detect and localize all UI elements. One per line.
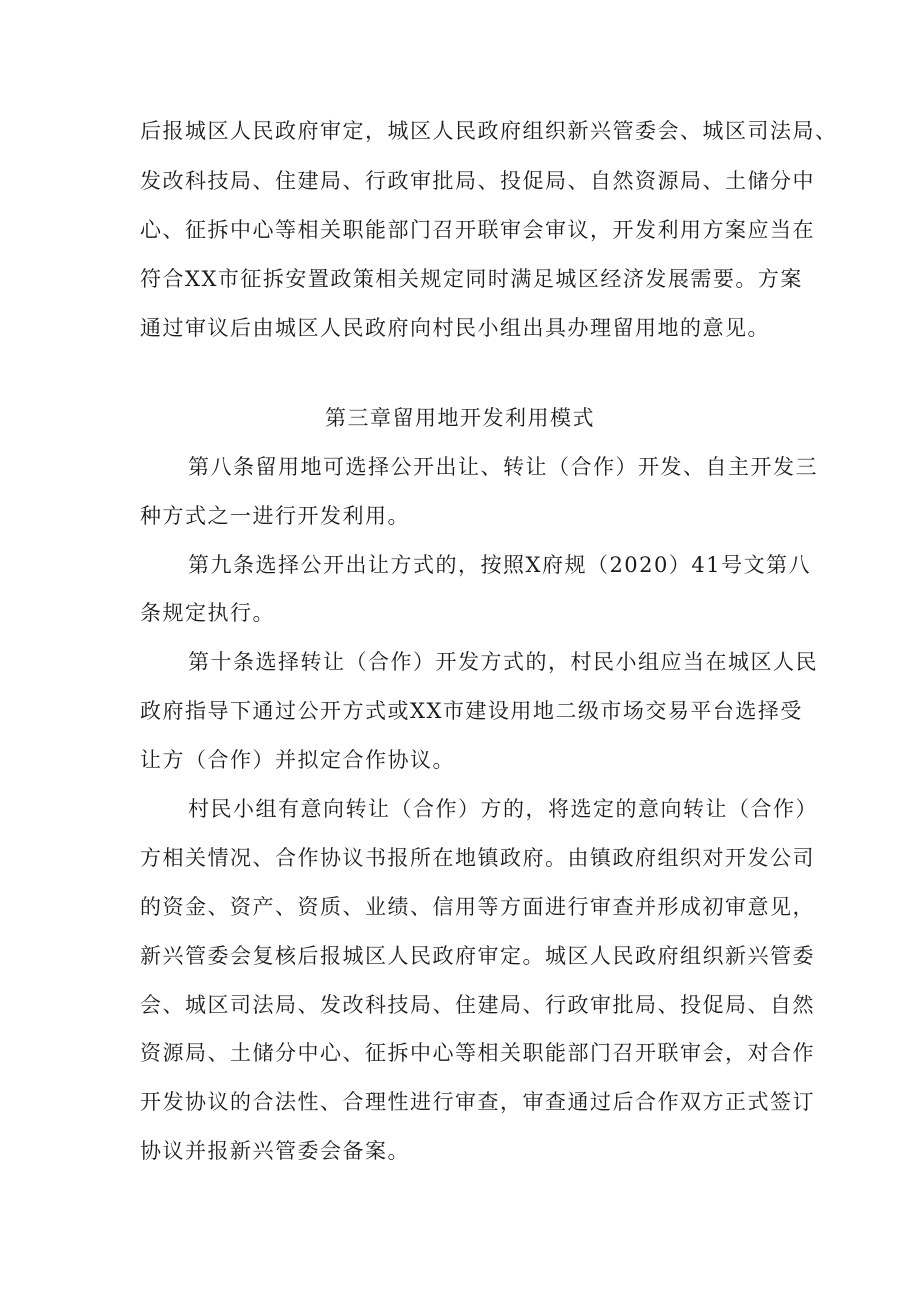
para-last-line-5: 会、城区司法局、发改科技局、住建局、行政审批局、投促局、自然 xyxy=(140,993,815,1017)
para-last-line-4: 新兴管委会复核后报城区人民政府审定。城区人民政府组织新兴管委 xyxy=(140,944,815,968)
para1-line-3: 心、征拆中心等相关职能部门召开联审会审议，开发利用方案应当在 xyxy=(140,218,815,242)
article9-line-2: 条规定执行。 xyxy=(140,601,275,625)
article8-line-2: 种方式之一进行开发利用。 xyxy=(140,504,410,528)
para1-line-1: 后报城区人民政府审定，城区人民政府组织新兴管委会、城区司法局、 xyxy=(140,119,838,143)
para-last-line-3: 的资金、资产、资质、业绩、信用等方面进行审查并形成初审意见， xyxy=(140,895,815,919)
para-last-line-7: 开发协议的合法性、合理性进行审查，审查通过后合作双方正式签订 xyxy=(140,1090,815,1114)
article8-line-1: 第八条留用地可选择公开出让、转让（合作）开发、自主开发三 xyxy=(188,455,818,479)
para-last-line-6: 资源局、土储分中心、征拆中心等相关职能部门召开联审会，对合作 xyxy=(140,1041,815,1065)
article10-line-2: 政府指导下通过公开方式或XX市建设用地二级市场交易平台选择受 xyxy=(140,699,803,723)
para1-line-4: 符合XX市征拆安置政策相关规定同时满足城区经济发展需要。方案 xyxy=(140,267,803,291)
para1-line-2: 发改科技局、住建局、行政审批局、投促局、自然资源局、土储分中 xyxy=(140,169,815,193)
chapter-heading: 第三章留用地开发利用模式 xyxy=(325,406,595,430)
article10-line-1: 第十条选择转让（合作）开发方式的，村民小组应当在城区人民 xyxy=(188,650,818,674)
para-last-line-1: 村民小组有意向转让（合作）方的，将选定的意向转让（合作） xyxy=(188,797,818,821)
para1-line-5: 通过审议后由城区人民政府向村民小组出具办理留用地的意见。 xyxy=(140,316,770,340)
article10-line-3: 让方（合作）并拟定合作协议。 xyxy=(140,748,455,772)
para-last-line-2: 方相关情况、合作协议书报所在地镇政府。由镇政府组织对开发公司 xyxy=(140,846,815,870)
para-last-line-8: 协议并报新兴管委会备案。 xyxy=(140,1139,410,1163)
article9-line-1: 第九条选择公开出让方式的，按照X府规（2020）41号文第八 xyxy=(188,553,812,577)
